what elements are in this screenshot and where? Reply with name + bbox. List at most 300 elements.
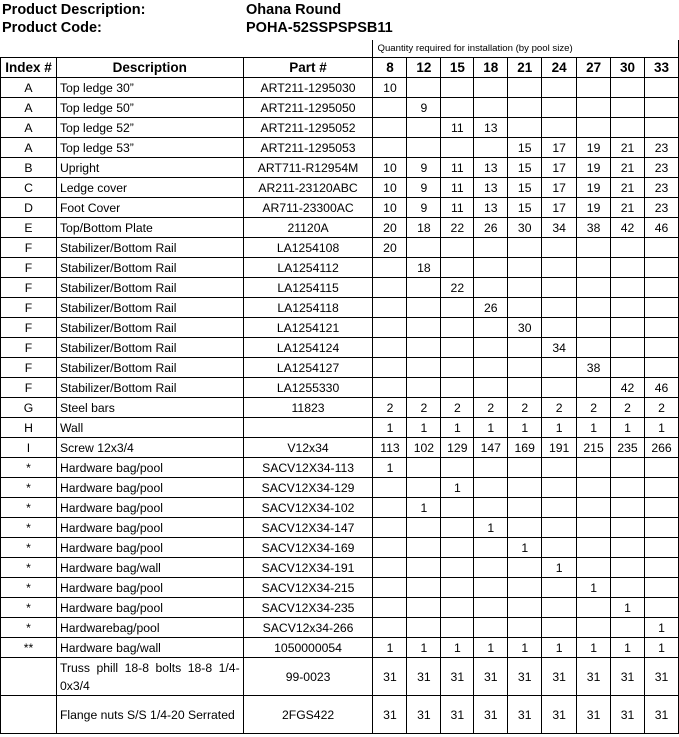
part-number-cell: LA1255330 <box>243 378 373 398</box>
table-row <box>1 638 679 658</box>
quantity-cell: 2 <box>508 398 542 418</box>
quantity-cell <box>474 78 508 98</box>
quantity-cell <box>644 578 678 598</box>
quantity-cell: 1 <box>373 418 407 438</box>
quantity-cell: 102 <box>407 438 441 458</box>
quantity-cell <box>441 358 474 378</box>
quantity-cell: 1 <box>508 538 542 558</box>
header-size: 30 <box>611 58 645 78</box>
description-cell: Stabilizer/Bottom Rail <box>56 258 243 278</box>
quantity-cell <box>644 118 678 138</box>
quantity-cell <box>644 258 678 278</box>
quantity-cell: 1 <box>407 638 441 658</box>
quantity-cell <box>474 338 508 358</box>
quantity-cell <box>644 518 678 538</box>
quantity-cell <box>508 378 542 398</box>
quantity-caption: Quantity required for installation (by pool size) <box>373 40 679 58</box>
index-cell: * <box>1 458 57 478</box>
quantity-cell <box>474 278 508 298</box>
quantity-cell <box>542 258 577 278</box>
header-size: 33 <box>644 58 678 78</box>
description-cell: Stabilizer/Bottom Rail <box>56 378 243 398</box>
table-row <box>1 438 679 458</box>
quantity-cell <box>611 318 645 338</box>
table-row <box>1 358 679 378</box>
part-number-cell: ART211-1295030 <box>243 78 373 98</box>
quantity-cell <box>441 518 474 538</box>
quantity-cell: 215 <box>577 438 611 458</box>
quantity-cell <box>611 278 645 298</box>
quantity-cell: 1 <box>441 478 474 498</box>
quantity-cell: 20 <box>373 218 407 238</box>
quantity-cell <box>542 378 577 398</box>
quantity-cell <box>542 598 577 618</box>
part-number-cell: 1050000054 <box>243 638 373 658</box>
quantity-cell: 31 <box>508 658 542 696</box>
quantity-cell: 15 <box>508 178 542 198</box>
quantity-cell: 1 <box>577 578 611 598</box>
quantity-cell <box>407 78 441 98</box>
quantity-cell <box>508 518 542 538</box>
description-cell: Wall <box>56 418 243 438</box>
quantity-cell: 1 <box>407 418 441 438</box>
quantity-cell <box>611 338 645 358</box>
quantity-cell <box>508 278 542 298</box>
quantity-cell <box>441 378 474 398</box>
quantity-cell <box>474 478 508 498</box>
quantity-cell: 169 <box>508 438 542 458</box>
part-number-cell: LA1254127 <box>243 358 373 378</box>
index-cell: I <box>1 438 57 458</box>
part-number-cell: V12x34 <box>243 438 373 458</box>
quantity-cell <box>474 258 508 278</box>
quantity-cell <box>407 338 441 358</box>
quantity-cell <box>441 558 474 578</box>
quantity-cell <box>611 358 645 378</box>
quantity-cell: 31 <box>542 658 577 696</box>
description-cell: Steel bars <box>56 398 243 418</box>
quantity-cell: 1 <box>441 638 474 658</box>
quantity-cell: 1 <box>542 638 577 658</box>
description-cell: Truss phill 18-8 bolts 18-8 1/4-0x3/4 <box>56 658 243 696</box>
table-row <box>1 238 679 258</box>
index-cell: * <box>1 538 57 558</box>
quantity-cell <box>373 378 407 398</box>
part-number-cell: SACV12X34-235 <box>243 598 373 618</box>
quantity-cell <box>407 278 441 298</box>
table-row <box>1 278 679 298</box>
quantity-cell <box>577 378 611 398</box>
quantity-cell: 2 <box>577 398 611 418</box>
quantity-cell: 1 <box>407 498 441 518</box>
quantity-cell: 2 <box>644 398 678 418</box>
quantity-cell <box>644 238 678 258</box>
description-cell: Stabilizer/Bottom Rail <box>56 298 243 318</box>
quantity-cell <box>611 298 645 318</box>
quantity-cell <box>474 138 508 158</box>
quantity-cell <box>611 558 645 578</box>
quantity-cell <box>542 578 577 598</box>
quantity-cell <box>373 538 407 558</box>
description-cell: Stabilizer/Bottom Rail <box>56 318 243 338</box>
index-cell: * <box>1 578 57 598</box>
quantity-cell: 26 <box>474 298 508 318</box>
part-number-cell: LA1254124 <box>243 338 373 358</box>
quantity-cell: 17 <box>542 198 577 218</box>
quantity-cell: 17 <box>542 178 577 198</box>
quantity-cell <box>441 318 474 338</box>
part-number-cell: SACV12X34-147 <box>243 518 373 538</box>
quantity-cell: 1 <box>644 618 678 638</box>
quantity-cell <box>508 558 542 578</box>
quantity-cell <box>577 598 611 618</box>
quantity-cell <box>474 618 508 638</box>
quantity-cell: 1 <box>611 638 645 658</box>
header-size: 21 <box>508 58 542 78</box>
part-number-cell <box>243 418 373 438</box>
description-cell: Stabilizer/Bottom Rail <box>56 338 243 358</box>
quantity-cell: 31 <box>441 696 474 734</box>
description-cell: Hardware bag/pool <box>56 478 243 498</box>
quantity-cell <box>373 98 407 118</box>
quantity-cell: 1 <box>441 418 474 438</box>
quantity-cell: 129 <box>441 438 474 458</box>
part-number-cell: SACV12x34-266 <box>243 618 373 638</box>
description-cell: Hardware bag/pool <box>56 578 243 598</box>
quantity-cell: 18 <box>407 218 441 238</box>
table-row <box>1 338 679 358</box>
quantity-cell: 22 <box>441 278 474 298</box>
quantity-cell <box>611 238 645 258</box>
table-row <box>1 478 679 498</box>
quantity-cell: 9 <box>407 98 441 118</box>
quantity-cell <box>508 118 542 138</box>
quantity-cell: 31 <box>542 696 577 734</box>
quantity-cell: 10 <box>373 178 407 198</box>
quantity-cell: 31 <box>407 658 441 696</box>
quantity-cell <box>441 538 474 558</box>
quantity-cell: 10 <box>373 78 407 98</box>
part-number-cell: 99-0023 <box>243 658 373 696</box>
quantity-cell: 1 <box>644 418 678 438</box>
quantity-cell <box>577 298 611 318</box>
quantity-cell <box>611 498 645 518</box>
part-number-cell: ART711-R12954M <box>243 158 373 178</box>
quantity-cell <box>373 498 407 518</box>
quantity-cell: 22 <box>441 218 474 238</box>
table-row <box>1 318 679 338</box>
table-row <box>1 378 679 398</box>
quantity-cell <box>407 598 441 618</box>
quantity-cell: 15 <box>508 158 542 178</box>
quantity-cell: 23 <box>644 198 678 218</box>
index-cell: C <box>1 178 57 198</box>
quantity-cell: 34 <box>542 338 577 358</box>
quantity-cell <box>441 298 474 318</box>
quantity-cell: 30 <box>508 218 542 238</box>
quantity-cell <box>577 278 611 298</box>
quantity-cell: 38 <box>577 358 611 378</box>
quantity-cell <box>577 238 611 258</box>
quantity-cell <box>407 378 441 398</box>
description-cell: Hardware bag/pool <box>56 598 243 618</box>
quantity-cell <box>542 98 577 118</box>
quantity-cell <box>508 78 542 98</box>
part-number-cell: AR711-23300AC <box>243 198 373 218</box>
quantity-cell <box>508 498 542 518</box>
quantity-cell: 13 <box>474 198 508 218</box>
description-cell: Stabilizer/Bottom Rail <box>56 278 243 298</box>
quantity-cell <box>542 538 577 558</box>
quantity-cell <box>407 578 441 598</box>
quantity-cell: 1 <box>373 638 407 658</box>
quantity-cell: 31 <box>611 658 645 696</box>
quantity-cell: 11 <box>441 158 474 178</box>
index-cell: G <box>1 398 57 418</box>
index-cell: * <box>1 618 57 638</box>
quantity-cell: 2 <box>407 398 441 418</box>
quantity-cell <box>644 458 678 478</box>
index-cell: A <box>1 78 57 98</box>
index-cell: A <box>1 138 57 158</box>
index-cell: E <box>1 218 57 238</box>
part-number-cell: SACV12X34-129 <box>243 478 373 498</box>
description-cell: Upright <box>56 158 243 178</box>
quantity-cell <box>373 338 407 358</box>
index-cell <box>1 696 57 734</box>
quantity-cell <box>474 498 508 518</box>
quantity-cell: 19 <box>577 198 611 218</box>
quantity-cell <box>441 458 474 478</box>
part-number-cell: LA1254108 <box>243 238 373 258</box>
quantity-cell <box>508 598 542 618</box>
quantity-cell <box>441 258 474 278</box>
quantity-cell: 31 <box>508 696 542 734</box>
quantity-cell <box>474 238 508 258</box>
part-number-cell: SACV12X34-113 <box>243 458 373 478</box>
quantity-cell: 235 <box>611 438 645 458</box>
quantity-cell: 38 <box>577 218 611 238</box>
quantity-cell <box>407 118 441 138</box>
quantity-cell: 11 <box>441 178 474 198</box>
table-row <box>1 158 679 178</box>
table-row <box>1 178 679 198</box>
quantity-cell <box>542 298 577 318</box>
quantity-cell <box>508 578 542 598</box>
quantity-cell: 20 <box>373 238 407 258</box>
quantity-cell <box>577 498 611 518</box>
part-number-cell: 21120A <box>243 218 373 238</box>
description-cell: Hardwarebag/pool <box>56 618 243 638</box>
description-cell: Hardware bag/wall <box>56 638 243 658</box>
quantity-cell <box>407 558 441 578</box>
quantity-cell <box>441 618 474 638</box>
quantity-cell: 13 <box>474 178 508 198</box>
quantity-cell <box>577 518 611 538</box>
index-cell: F <box>1 338 57 358</box>
quantity-cell: 1 <box>474 418 508 438</box>
quantity-cell: 1 <box>611 418 645 438</box>
quantity-cell <box>611 538 645 558</box>
quantity-cell <box>577 98 611 118</box>
quantity-cell: 42 <box>611 378 645 398</box>
quantity-cell: 9 <box>407 178 441 198</box>
description-cell: Hardware bag/pool <box>56 538 243 558</box>
quantity-cell <box>542 458 577 478</box>
part-number-cell: 2FGS422 <box>243 696 373 734</box>
header-index: Index # <box>1 58 57 78</box>
product-description-value: Ohana Round <box>246 2 342 18</box>
quantity-cell <box>474 458 508 478</box>
quantity-cell: 31 <box>644 658 678 696</box>
table-row <box>1 198 679 218</box>
index-cell: D <box>1 198 57 218</box>
part-number-cell: 11823 <box>243 398 373 418</box>
quantity-cell: 31 <box>577 696 611 734</box>
quantity-cell <box>441 338 474 358</box>
quantity-cell <box>577 118 611 138</box>
quantity-cell: 191 <box>542 438 577 458</box>
quantity-cell: 2 <box>441 398 474 418</box>
table-row <box>1 398 679 418</box>
description-cell: Hardware bag/pool <box>56 498 243 518</box>
quantity-cell <box>577 258 611 278</box>
description-cell: Hardware bag/wall <box>56 558 243 578</box>
quantity-cell: 15 <box>508 198 542 218</box>
quantity-cell <box>542 358 577 378</box>
quantity-cell <box>373 118 407 138</box>
quantity-cell: 1 <box>508 638 542 658</box>
quantity-cell <box>611 578 645 598</box>
quantity-cell: 23 <box>644 178 678 198</box>
part-number-cell: SACV12X34-102 <box>243 498 373 518</box>
quantity-cell <box>577 458 611 478</box>
quantity-cell <box>441 238 474 258</box>
table-row <box>1 618 679 638</box>
description-cell: Top ledge 50” <box>56 98 243 118</box>
quantity-cell <box>644 558 678 578</box>
index-cell: ** <box>1 638 57 658</box>
quantity-cell: 1 <box>508 418 542 438</box>
quantity-cell <box>542 118 577 138</box>
quantity-cell <box>611 258 645 278</box>
quantity-cell: 1 <box>542 558 577 578</box>
quantity-cell <box>407 538 441 558</box>
quantity-cell <box>577 538 611 558</box>
quantity-cell: 147 <box>474 438 508 458</box>
quantity-cell: 31 <box>474 696 508 734</box>
quantity-cell: 31 <box>441 658 474 696</box>
quantity-cell <box>373 598 407 618</box>
quantity-cell <box>611 478 645 498</box>
quantity-cell: 46 <box>644 218 678 238</box>
quantity-cell <box>407 138 441 158</box>
quantity-cell <box>542 498 577 518</box>
quantity-cell <box>644 278 678 298</box>
index-cell: * <box>1 558 57 578</box>
description-cell: Top ledge 30” <box>56 78 243 98</box>
quantity-cell <box>542 478 577 498</box>
header-size: 27 <box>577 58 611 78</box>
table-row <box>1 138 679 158</box>
quantity-cell: 17 <box>542 138 577 158</box>
quantity-cell <box>542 78 577 98</box>
quantity-cell <box>644 78 678 98</box>
quantity-cell: 113 <box>373 438 407 458</box>
quantity-cell: 31 <box>474 658 508 696</box>
description-cell: Hardware bag/pool <box>56 458 243 478</box>
index-cell: F <box>1 318 57 338</box>
quantity-cell <box>577 558 611 578</box>
quantity-cell <box>373 358 407 378</box>
quantity-cell <box>407 458 441 478</box>
table-row <box>1 696 679 734</box>
part-number-cell: AR211-23120ABC <box>243 178 373 198</box>
description-cell: Flange nuts S/S 1/4-20 Serrated <box>56 696 243 734</box>
quantity-cell: 31 <box>407 696 441 734</box>
description-cell: Hardware bag/pool <box>56 518 243 538</box>
quantity-cell <box>407 478 441 498</box>
table-row <box>1 558 679 578</box>
quantity-cell <box>577 78 611 98</box>
quantity-cell <box>644 498 678 518</box>
quantity-cell <box>407 238 441 258</box>
quantity-cell <box>474 578 508 598</box>
quantity-cell: 9 <box>407 198 441 218</box>
index-cell: B <box>1 158 57 178</box>
quantity-cell <box>373 138 407 158</box>
quantity-cell <box>508 358 542 378</box>
header-description: Description <box>56 58 243 78</box>
quantity-cell <box>644 298 678 318</box>
part-number-cell: SACV12X34-169 <box>243 538 373 558</box>
quantity-cell: 1 <box>577 418 611 438</box>
quantity-cell <box>542 318 577 338</box>
table-row <box>1 578 679 598</box>
quantity-cell: 9 <box>407 158 441 178</box>
header-size: 15 <box>441 58 474 78</box>
quantity-cell: 21 <box>611 138 645 158</box>
part-number-cell: ART211-1295053 <box>243 138 373 158</box>
description-cell: Stabilizer/Bottom Rail <box>56 238 243 258</box>
quantity-cell <box>542 238 577 258</box>
quantity-cell <box>407 518 441 538</box>
quantity-cell <box>373 578 407 598</box>
table-row <box>1 78 679 98</box>
quantity-cell: 1 <box>474 638 508 658</box>
quantity-cell <box>644 338 678 358</box>
index-cell: H <box>1 418 57 438</box>
quantity-cell: 21 <box>611 198 645 218</box>
quantity-cell: 11 <box>441 118 474 138</box>
quantity-cell <box>644 478 678 498</box>
quantity-cell <box>373 618 407 638</box>
quantity-cell <box>441 498 474 518</box>
part-number-cell: LA1254112 <box>243 258 373 278</box>
index-cell: F <box>1 258 57 278</box>
quantity-cell: 21 <box>611 178 645 198</box>
quantity-cell: 1 <box>373 458 407 478</box>
part-number-cell: LA1254115 <box>243 278 373 298</box>
quantity-cell <box>644 98 678 118</box>
quantity-cell <box>542 278 577 298</box>
index-cell: * <box>1 598 57 618</box>
description-cell: Stabilizer/Bottom Rail <box>56 358 243 378</box>
part-number-cell: ART211-1295050 <box>243 98 373 118</box>
quantity-cell <box>441 598 474 618</box>
quantity-cell <box>474 538 508 558</box>
quantity-cell <box>577 338 611 358</box>
